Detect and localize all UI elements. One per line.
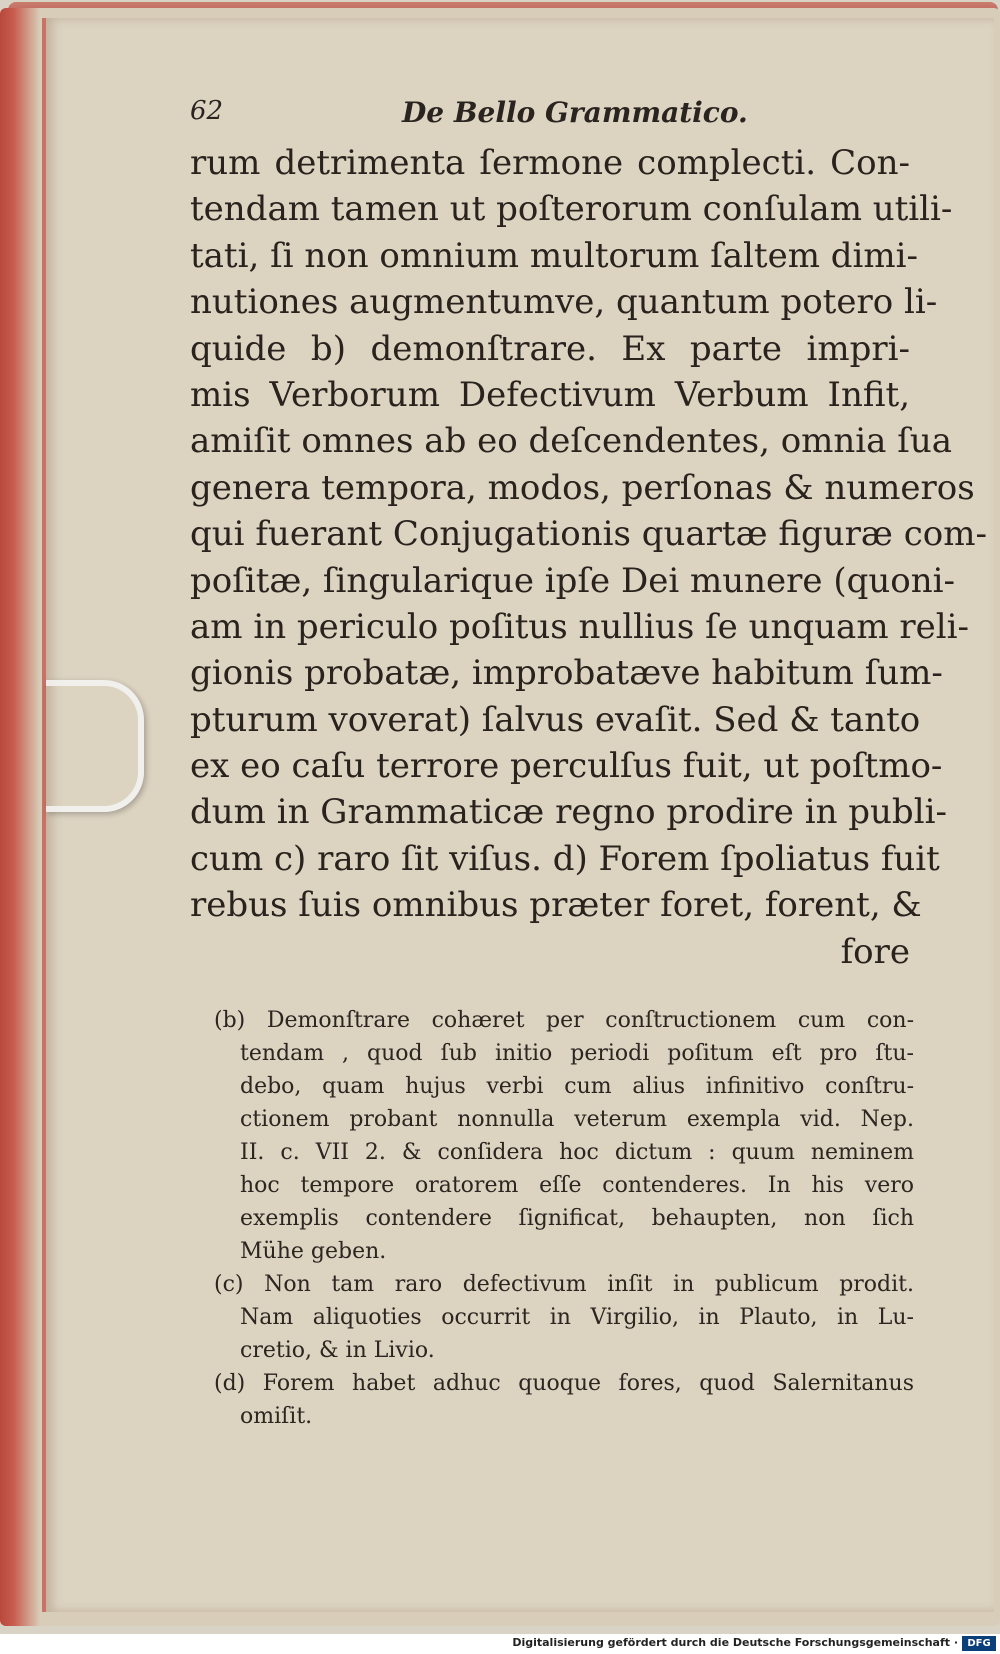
footnote-line: II. c. VII 2. & conſidera hoc dictum : quum neminem bbox=[240, 1140, 914, 1165]
footer-bar bbox=[0, 1634, 1000, 1654]
footnote-line: Mühe geben. bbox=[240, 1239, 387, 1264]
footnote-line: ctionem probant nonnulla veterum exempla vid. Nep. bbox=[240, 1107, 914, 1132]
text-line: quide b) demonſtrare. Ex parte impri- bbox=[190, 328, 910, 369]
text-line: rum detrimenta ſermone complecti. Con- bbox=[190, 143, 910, 183]
footnote-line: (b) Demonſtrare cohæret per conſtructionem cum con- bbox=[214, 1008, 914, 1033]
text-line: ex eo caſu terrore perculſus fuit, ut poſtmo- bbox=[190, 746, 943, 787]
text-line: qui fuerant Conjugationis quartæ figuræ com- bbox=[190, 514, 987, 555]
text-line: dum in Grammaticæ regno prodire in publi- bbox=[190, 792, 947, 833]
footnote-line: (c) Non tam raro defectivum inſit in publicum prodit. bbox=[214, 1272, 914, 1297]
page-header bbox=[190, 96, 748, 136]
text-line: tendam tamen ut poſterorum conſulam utili- bbox=[190, 189, 953, 230]
footnote-line: cretio, & in Livio. bbox=[240, 1338, 435, 1363]
funding-credit: Digitalisierung gefördert durch die Deutsche Forschungsgemeinschaft · bbox=[512, 1636, 958, 1649]
text-line: gionis probatæ, improbatæve habitum ſum- bbox=[190, 653, 943, 694]
dfg-logo: DFG bbox=[962, 1636, 996, 1651]
footnote-line: tendam , quod ſub initio periodi poſitum eſt pro ſtu- bbox=[240, 1041, 914, 1066]
footnotes bbox=[214, 1004, 914, 1433]
page-number: 62 bbox=[190, 96, 224, 126]
text-line: tati, ſi non omnium multorum ſaltem dimi- bbox=[190, 235, 918, 276]
text-line: mis Verborum Defectivum Verbum Infit, bbox=[190, 374, 910, 415]
text-line: amiſit omnes ab eo deſcendentes, omnia ſua bbox=[190, 421, 953, 462]
footnote-line: exemplis contendere ſignificat, behaupten, non ſich bbox=[240, 1206, 914, 1231]
page-clip bbox=[46, 680, 144, 812]
running-title: De Bello Grammatico. bbox=[402, 96, 748, 129]
text-line: poſitæ, ſingularique ipſe Dei munere (quoni- bbox=[190, 560, 956, 601]
main-text bbox=[190, 140, 987, 975]
text-line: cum c) raro ſit viſus. d) Forem ſpoliatus fuit bbox=[190, 838, 940, 879]
text-line: am in periculo poſitus nullius ſe unquam reli- bbox=[190, 606, 969, 647]
footnote-line: Nam aliquoties occurrit in Virgilio, in Plauto, in Lu- bbox=[240, 1305, 914, 1330]
footnote-line: omiſit. bbox=[240, 1404, 313, 1429]
footnote-line: hoc tempore oratorem eſſe contenderes. In his vero bbox=[240, 1173, 914, 1198]
text-line: genera tempora, modos, perſonas & numeros bbox=[190, 467, 975, 508]
text-line: nutiones augmentumve, quantum potero li- bbox=[190, 282, 938, 323]
catchword: fore bbox=[840, 931, 910, 972]
text-line: pturum voverat) ſalvus evaſit. Sed & tanto bbox=[190, 699, 921, 740]
text-line: rebus ſuis omnibus præter foret, forent, & bbox=[190, 885, 922, 926]
footnote-line: debo, quam hujus verbi cum alius infinitivo conſtru- bbox=[240, 1074, 914, 1099]
footnote-line: (d) Forem habet adhuc quoque fores, quod Salernitanus bbox=[214, 1371, 914, 1396]
